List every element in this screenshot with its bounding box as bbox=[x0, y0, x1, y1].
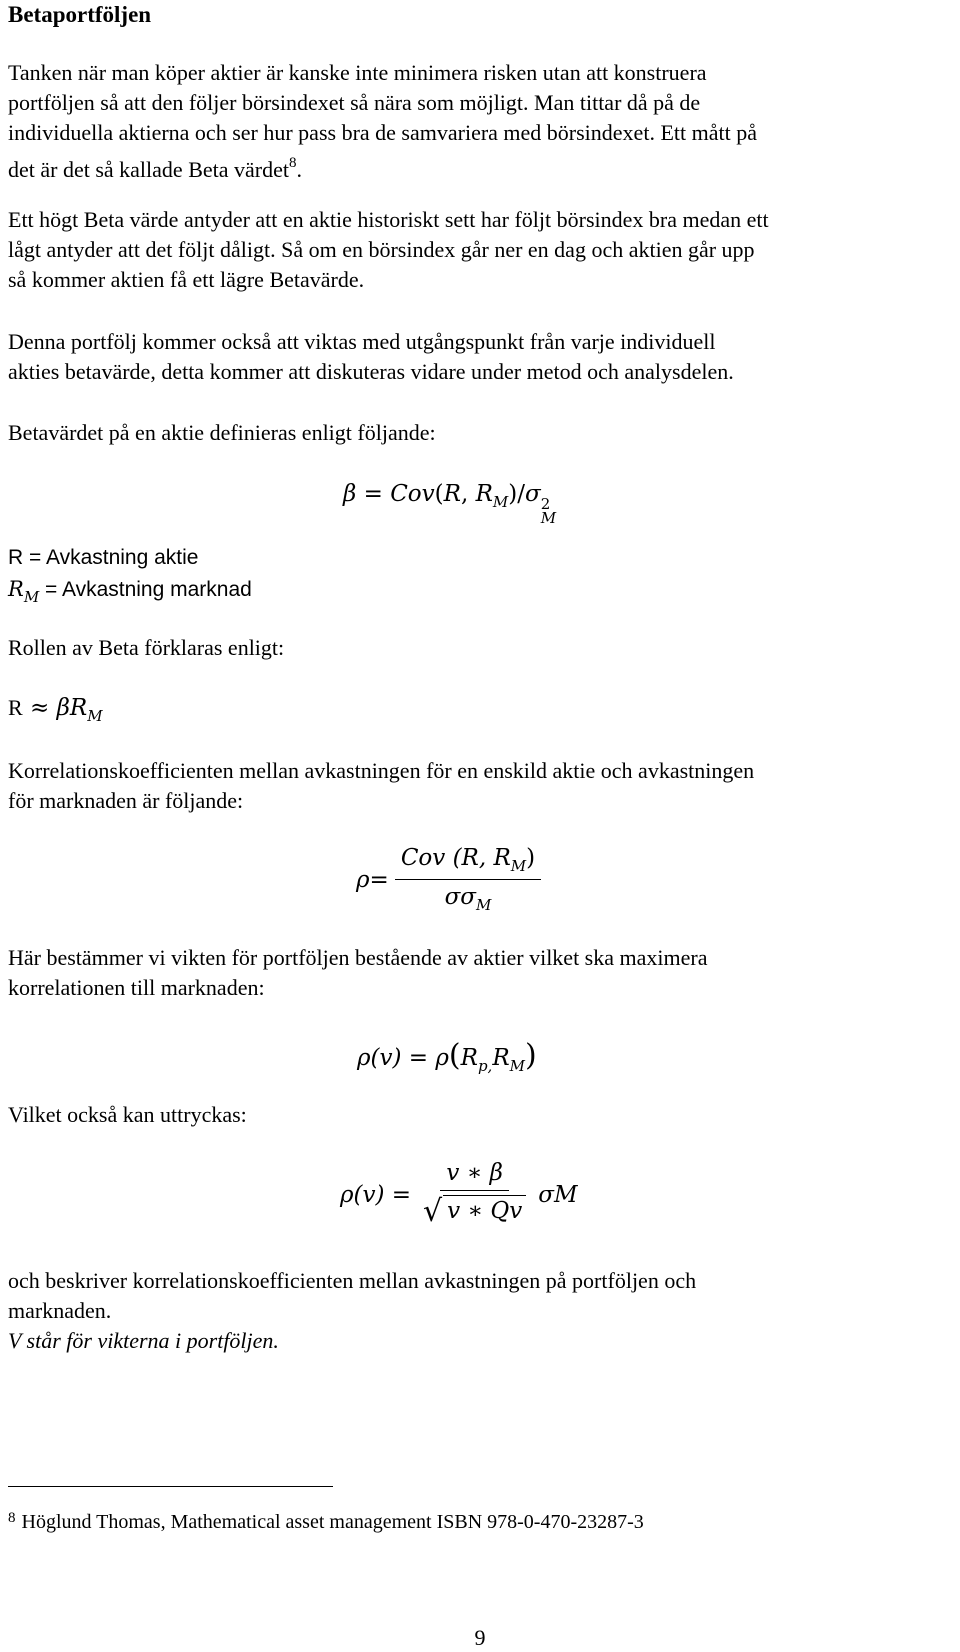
subscript: M bbox=[509, 1057, 525, 1075]
text-line: lågt antyder att det följt dåligt. Så om en börsindex går ner en dag och aktien går upp bbox=[8, 237, 755, 262]
denominator bbox=[417, 1191, 532, 1229]
text-line: Ett högt Beta värde antyder att en aktie historiskt sett har följt börsindex bra medan ett bbox=[8, 207, 769, 232]
text-line: individuella aktierna och ser hur pass bra de samvariera med börsindexet. Ett mått på bbox=[8, 120, 757, 145]
text-line: portföljen så att den följer börsindexet så nära som möjligt. Man tittar då på de bbox=[8, 90, 701, 115]
lhs-text: ρ(v) = ρ bbox=[357, 1045, 449, 1071]
lhs-text: ρ(v) = bbox=[340, 1181, 412, 1208]
numerator bbox=[395, 845, 541, 880]
superscript: 2 bbox=[540, 495, 551, 513]
text-line: V står för vikterna i portföljen. bbox=[8, 1328, 279, 1353]
paragraph-beta-role bbox=[8, 633, 928, 663]
equation-approx bbox=[8, 695, 103, 725]
paragraph-weights bbox=[8, 943, 928, 1003]
text-line: så kommer aktien få ett lägre Betavärde. bbox=[8, 267, 365, 292]
subscript: M bbox=[23, 588, 40, 606]
paragraph-weighting bbox=[8, 327, 928, 387]
text-line: för marknaden är följande: bbox=[8, 788, 244, 813]
denominator-text: σσ bbox=[444, 884, 476, 910]
paragraph-definition-intro bbox=[8, 418, 928, 448]
r-symbol: R bbox=[8, 695, 23, 720]
definition-rm bbox=[8, 577, 252, 606]
equation-rho-v-expanded bbox=[340, 1160, 578, 1229]
beta-symbol: β bbox=[343, 481, 357, 507]
rho-symbol: ρ bbox=[356, 866, 370, 893]
text-line: Tanken när man köper aktier är kanske inte minimera risken utan att konstruera bbox=[8, 60, 707, 85]
paragraph-beta-meaning bbox=[8, 205, 928, 295]
equation-rho bbox=[356, 845, 547, 914]
text-span: det är det så kallade Beta värdet bbox=[8, 157, 289, 182]
fraction bbox=[395, 845, 541, 914]
subscript: M bbox=[476, 896, 492, 914]
paragraph-intro bbox=[8, 58, 928, 185]
numerator-text: Cov (R, R bbox=[400, 845, 511, 871]
r-symbol: R bbox=[443, 481, 461, 507]
rm-symbol: R bbox=[475, 481, 493, 507]
equals-sign: = bbox=[356, 481, 391, 507]
definition-r: R = Avkastning aktie bbox=[8, 546, 199, 569]
text-line: korrelationen till marknaden: bbox=[8, 975, 265, 1000]
text-line: Här bestämmer vi vikten för portföljen bestående av aktier vilket ska maximera bbox=[8, 945, 708, 970]
numerator: v ∗ β bbox=[440, 1160, 509, 1191]
text-line: Denna portfölj kommer också att viktas med utgångspunkt från varje individuell bbox=[8, 329, 716, 354]
fraction bbox=[417, 1160, 532, 1229]
paren: ) bbox=[508, 481, 518, 507]
approx-sign: ≈ bbox=[22, 695, 57, 721]
footnote-separator bbox=[8, 1486, 333, 1487]
slash: / bbox=[517, 481, 526, 507]
text-line: och beskriver korrelationskoefficienten mellan avkastningen på portföljen och bbox=[8, 1268, 697, 1293]
equation-rho-v bbox=[357, 1038, 537, 1075]
text-line: Vilket också kan uttryckas: bbox=[8, 1102, 247, 1127]
text-span: . bbox=[296, 157, 302, 182]
text-line: marknaden. bbox=[8, 1298, 112, 1323]
script-stack bbox=[541, 497, 556, 525]
paragraph-correlation bbox=[8, 756, 928, 816]
sqrt-icon: √ bbox=[423, 1194, 443, 1229]
footnote-number: 8 bbox=[8, 1510, 16, 1526]
sigma-symbol: σ bbox=[525, 481, 541, 507]
subscript: p, bbox=[477, 1057, 493, 1075]
paragraph-description bbox=[8, 1266, 928, 1356]
paren: ) bbox=[526, 845, 536, 871]
radicand: v ∗ Qv bbox=[443, 1195, 526, 1229]
subscript: M bbox=[492, 493, 509, 511]
equation-beta bbox=[343, 481, 556, 525]
definition-text: = Avkastning marknad bbox=[39, 578, 252, 601]
comma: , bbox=[460, 481, 476, 507]
beta-r-symbol: βR bbox=[56, 695, 88, 721]
text-line: akties betavärde, detta kommer att diskuteras vidare under metod och analysdelen. bbox=[8, 359, 734, 384]
section-heading: Betaportföljen bbox=[8, 2, 152, 27]
footnote-ref: 8 bbox=[288, 155, 297, 171]
page-number: 9 bbox=[474, 1625, 486, 1650]
text-line bbox=[8, 148, 928, 185]
subscript: M bbox=[87, 707, 103, 725]
subscript: M bbox=[540, 509, 557, 527]
paren: ( bbox=[434, 481, 444, 507]
text-line: Korrelationskoefficienten mellan avkastningen för en enskild aktie och avkastningen bbox=[8, 758, 755, 783]
rm-symbol: R bbox=[8, 577, 24, 601]
paragraph-alternative bbox=[8, 1100, 928, 1130]
rm-symbol: R bbox=[492, 1045, 510, 1071]
denominator bbox=[439, 880, 498, 914]
equals-sign: = bbox=[369, 866, 389, 893]
footnote bbox=[8, 1510, 644, 1534]
subscript: M bbox=[510, 857, 527, 875]
big-paren: ) bbox=[525, 1038, 537, 1073]
footnote-text: Höglund Thomas, Mathematical asset management ISBN 978-0-470-23287-3 bbox=[21, 1511, 644, 1533]
big-paren: ( bbox=[448, 1038, 461, 1073]
sqrt bbox=[423, 1195, 526, 1229]
cov-symbol: Cov bbox=[390, 481, 435, 507]
rhs-text: σM bbox=[538, 1181, 578, 1208]
text-line: Rollen av Beta förklaras enligt: bbox=[8, 635, 285, 660]
text-line: Betavärdet på en aktie definieras enligt följande: bbox=[8, 420, 436, 445]
rp-symbol: R bbox=[460, 1045, 478, 1071]
